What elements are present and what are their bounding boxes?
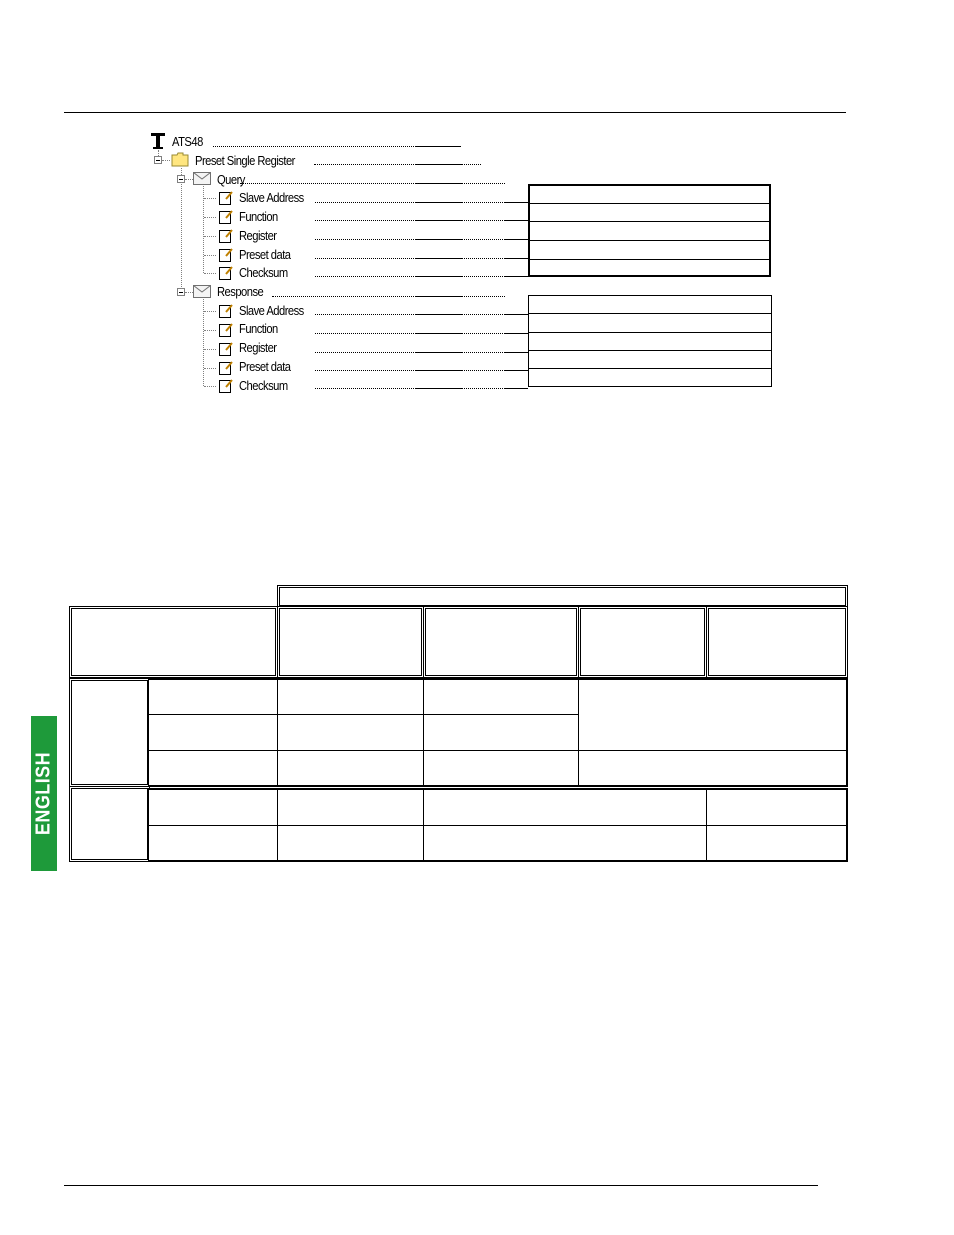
query-field[interactable]: Preset data [239,247,291,262]
edit-field-icon [218,209,234,225]
table-group-label [69,678,150,787]
top-rule [64,112,846,113]
query-values-box [528,184,771,277]
table-header-cell [706,606,848,678]
table-header-cell [578,606,707,678]
response-field[interactable]: Checksum [239,378,288,393]
table-cell [423,714,579,751]
edit-field-icon [218,378,234,394]
table-header-cell [277,606,424,678]
table-cell [148,714,278,751]
response-field[interactable]: Register [239,340,277,355]
tree-response-label[interactable]: Response [217,284,264,299]
table-cell [423,825,707,862]
bottom-rule [64,1185,818,1186]
table-group-label [69,786,150,862]
edit-field-icon [218,341,234,357]
table-cell [148,825,278,862]
folder-icon [171,152,189,167]
table-cell [148,788,278,826]
response-values-box [528,295,772,387]
table-cell [423,788,707,826]
tree-root-label[interactable]: ATS48 [172,134,203,149]
edit-field-icon [218,228,234,244]
response-field[interactable]: Preset data [239,359,291,374]
edit-field-icon [218,360,234,376]
table-header-cell [423,606,579,678]
table-cell-merged [578,678,848,751]
response-field[interactable]: Slave Address [239,303,304,318]
envelope-icon [193,285,211,298]
collapse-toggle[interactable] [177,288,185,296]
table-header-label [69,606,278,678]
query-field[interactable]: Slave Address [239,190,304,205]
edit-field-icon [218,322,234,338]
table-cell [423,678,579,715]
table-cell [706,788,848,826]
query-field[interactable]: Function [239,209,278,224]
table-cell [706,825,848,862]
device-icon [150,132,166,150]
language-tab-label: ENGLISH [32,751,55,836]
table-cell [148,750,278,787]
table-cell [277,750,424,787]
tree-folder-label[interactable]: Preset Single Register [195,153,295,168]
table-cell [578,750,848,787]
table-header-span [277,585,848,608]
edit-field-icon [218,247,234,263]
collapse-toggle[interactable] [154,156,162,164]
edit-field-icon [218,190,234,206]
response-field[interactable]: Function [239,321,278,336]
table-cell [277,825,424,862]
edit-field-icon [218,303,234,319]
language-tab [31,716,57,871]
table-cell [277,714,424,751]
table-cell [423,750,579,787]
query-field[interactable]: Checksum [239,265,288,280]
query-field[interactable]: Register [239,228,277,243]
table-cell [148,678,278,715]
table-cell [277,788,424,826]
tree-query-label[interactable]: Query [217,172,245,187]
table-cell [277,678,424,715]
edit-field-icon [218,265,234,281]
envelope-icon [193,172,211,185]
collapse-toggle[interactable] [177,175,185,183]
